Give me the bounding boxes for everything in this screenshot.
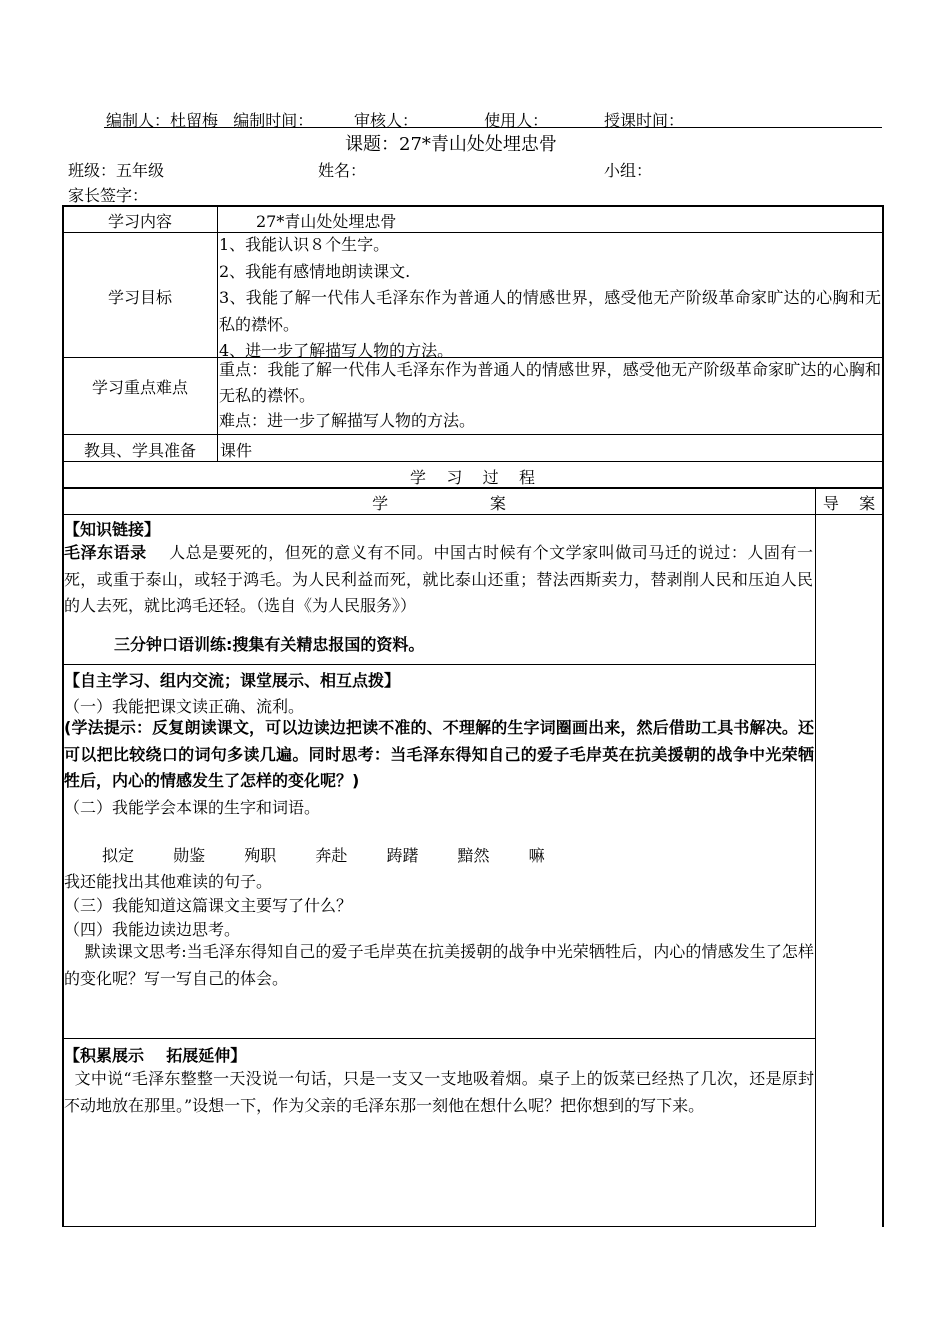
vocab-word: 黯然: [457, 846, 490, 865]
parent-signature-field: 家长签字：: [68, 186, 149, 205]
key-point: 重点：我能了解一代伟人毛泽东作为普通人的情感世界，感受他无产阶级革命家旷达的心胸和无私的襟怀。: [219, 360, 881, 405]
xuean-title: 学 案: [372, 494, 506, 513]
row-sep: [62, 514, 883, 515]
study-tip: (学法提示：反复朗读课文，可以边读边把读不准的、不理解的生字词圈画出来，然后借助工具书解决。还可以把比较绕口的词句多读几遍。同时思考：当毛泽东得知自己的爱子毛岸英在抗美援朝的战争中光荣牺牲后，内心的情感发生了怎样的变化呢？): [64, 718, 814, 790]
daoan-column-sep: [815, 487, 816, 1227]
quote-paragraph: [64, 540, 813, 620]
oral-training: 三分钟口语训练:搜集有关精忠报国的资料。: [114, 635, 425, 654]
item-4: （四）我能边读边思考。: [64, 920, 241, 939]
key-points: [219, 357, 881, 434]
quote-text: 人总是要死的，但死的意义有不同。中国古时候有个文学家叫做司马迁的说过：人固有一死，或重于泰山，或轻于鸿毛。为人民利益而死，就比泰山还重；替法西斯卖力，替剥削人民和压迫人民的人去死，就比鸿毛还轻。（选自《为人民服务》）: [64, 543, 813, 615]
goal-item: 1、我能认识８个生字。: [219, 235, 390, 254]
name-field: 姓名：: [318, 161, 367, 180]
item-3: （三）我能知道这篇课文主要写了什么？: [64, 896, 353, 915]
goals-label: 学习目标: [107, 288, 172, 307]
goal-item: 3、我能了解一代伟人毛泽东作为普通人的情感世界，感受他无产阶级革命家旷达的心胸和无私的襟怀。: [219, 288, 881, 334]
key-label: 学习重点难点: [91, 378, 188, 397]
quote-label: 毛泽东语录: [64, 543, 147, 562]
row-sep: [62, 461, 883, 462]
vocab-word: 嘛: [528, 846, 545, 865]
content-value: 27*青山处处埋忠骨: [256, 212, 397, 231]
tools-value: 课件: [220, 441, 253, 460]
difficulty-point: 难点：进一步了解描写人物的方法。: [219, 411, 476, 430]
process-title: 学 习 过 程: [409, 468, 536, 487]
table-border-right: [882, 205, 884, 1227]
header-info-line: 编制人：杜留梅 编制时间： 审核人： 使用人： 授课时间：: [106, 111, 685, 130]
goal-item: 4、进一步了解描写人物的方法。: [219, 341, 454, 360]
accumulate-text: 文中说“毛泽东整整一天没说一句话，只是一支又一支地吸着烟。桌子上的饭菜已经热了几次，还是原封不动地放在那里。”设想一下，作为父亲的毛泽东那一刻他在想什么呢？把你想到的写下来。: [64, 1069, 814, 1115]
tools-label: 教具、学具准备: [83, 441, 196, 460]
self-study-heading: 【自主学习、组内交流；课堂展示、相互点拨】: [64, 671, 401, 690]
vocab-word: 奔赴: [315, 846, 348, 865]
item-2: （二）我能学会本课的生字和词语。: [64, 798, 321, 817]
page-title: 课题：27*青山处处埋忠骨: [345, 134, 557, 155]
goal-item: 2、我能有感情地朗读课文.: [219, 261, 411, 281]
vocab-word: 勋鉴: [173, 846, 206, 865]
vocab-word: 拟定: [102, 846, 135, 865]
table-border-bottom: [62, 1226, 815, 1227]
group-field: 小组：: [604, 161, 653, 180]
table-border-top: [62, 205, 883, 207]
goals-list: [219, 232, 881, 365]
daoan-title: 导 案: [822, 494, 876, 513]
label-column-sep: [217, 205, 218, 461]
row-sep: [62, 1038, 815, 1039]
vocab-list: [102, 843, 579, 866]
header-underline: [104, 127, 882, 128]
row-sep: [62, 664, 815, 665]
accumulate-heading: 【积累展示 拓展延伸】: [64, 1046, 247, 1065]
think-paragraph: 默读课文思考:当毛泽东得知自己的爱子毛岸英在抗美援朝的战争中光荣牺牲后，内心的情感发生了怎样的变化呢？写一写自己的体会。: [64, 942, 814, 988]
find-sentences: 我还能找出其他难读的句子。: [64, 872, 273, 891]
class-field: 班级：五年级: [68, 161, 165, 180]
vocab-word: 踌躇: [386, 846, 419, 865]
row-sep: [62, 434, 883, 435]
content-label: 学习内容: [107, 212, 172, 231]
knowledge-heading: 【知识链接】: [64, 520, 161, 539]
item-1: （一）我能把课文读正确、流利。: [64, 697, 305, 716]
vocab-word: 殉职: [244, 846, 277, 865]
